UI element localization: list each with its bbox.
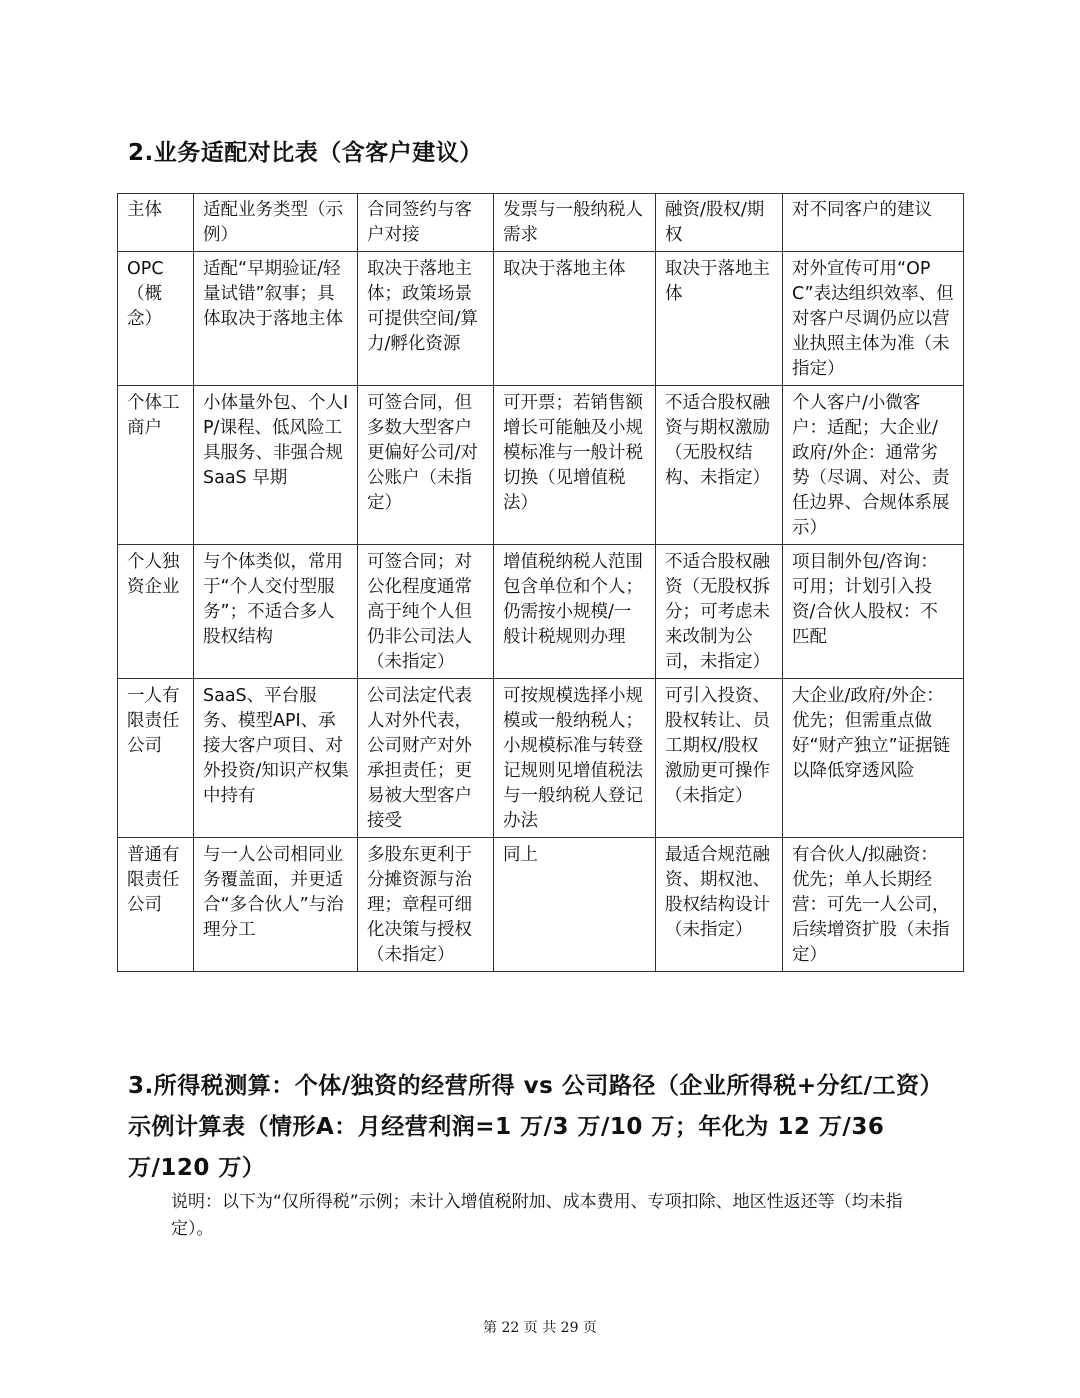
cell-business-type: 适配“早期验证/轻量试错”叙事；具体取决于落地主体 <box>194 252 358 386</box>
cell-financing: 不适合股权融资（无股权拆分；可考虑未来改制为公司，未指定） <box>656 545 783 679</box>
table-row <box>118 252 964 386</box>
cell-entity: OPC（概念） <box>118 252 194 386</box>
cell-invoice: 取决于落地主体 <box>494 252 656 386</box>
business-comparison-table <box>117 193 964 972</box>
table-row <box>118 838 964 972</box>
cell-advice: 个人客户/小微客户：适配；大企业/政府/外企：通常劣势（尽调、对公、责任边界、合规体系展示） <box>783 386 964 545</box>
header-cell-invoice: 发票与一般纳税人需求 <box>494 194 656 252</box>
section-3-title: 3.所得税测算：个体/独资的经营所得 vs 公司路径（企业所得税+分红/工资）示例计算表（情形A：月经营利润=1 万/3 万/10 万；年化为 12 万/36 万/120 万） <box>128 1073 944 1181</box>
cell-advice: 有合伙人/拟融资：优先；单人长期经营：可先一人公司，后续增资扩股（未指定） <box>783 838 964 972</box>
page-footer: 第 22 页 共 29 页 <box>483 1320 597 1336</box>
cell-business-type: 与一人公司相同业务覆盖面，并更适合“多合伙人”与治理分工 <box>194 838 358 972</box>
cell-entity: 个体工商户 <box>118 386 194 545</box>
cell-invoice: 可按规模选择小规模或一般纳税人；小规模标准与转登记规则见增值税法与一般纳税人登记办法 <box>494 679 656 838</box>
cell-contract: 取决于落地主体；政策场景可提供空间/算力/孵化资源 <box>358 252 494 386</box>
header-cell-advice: 对不同客户的建议 <box>783 194 964 252</box>
header-cell-entity: 主体 <box>118 194 194 252</box>
cell-contract: 可签合同；对公化程度通常高于纯个人但仍非公司法人（未指定） <box>358 545 494 679</box>
cell-financing: 不适合股权融资与期权激励（无股权结构、未指定） <box>656 386 783 545</box>
cell-financing: 取决于落地主体 <box>656 252 783 386</box>
cell-contract: 可签合同，但多数大型客户更偏好公司/对公账户（未指定） <box>358 386 494 545</box>
cell-financing: 最适合规范融资、期权池、股权结构设计（未指定） <box>656 838 783 972</box>
table-row <box>118 545 964 679</box>
cell-entity: 一人有限责任公司 <box>118 679 194 838</box>
cell-invoice: 同上 <box>494 838 656 972</box>
cell-business-type: SaaS、平台服务、模型API、承接大客户项目、对外投资/知识产权集中持有 <box>194 679 358 838</box>
cell-advice: 对外宣传可用“OPC”表达组织效率、但对客户尽调仍应以营业执照主体为准（未指定） <box>783 252 964 386</box>
header-cell-contract: 合同签约与客户对接 <box>358 194 494 252</box>
cell-advice: 大企业/政府/外企：优先；但需重点做好“财产独立”证据链以降低穿透风险 <box>783 679 964 838</box>
cell-business-type: 与个体类似，常用于“个人交付型服务”；不适合多人股权结构 <box>194 545 358 679</box>
table-row <box>118 386 964 545</box>
cell-entity: 普通有限责任公司 <box>118 838 194 972</box>
cell-invoice: 增值税纳税人范围包含单位和个人；仍需按小规模/一般计税规则办理 <box>494 545 656 679</box>
cell-business-type: 小体量外包、个人IP/课程、低风险工具服务、非强合规 SaaS 早期 <box>194 386 358 545</box>
header-cell-financing: 融资/股权/期权 <box>656 194 783 252</box>
cell-contract: 多股东更利于分摊资源与治理；章程可细化决策与授权（未指定） <box>358 838 494 972</box>
cell-contract: 公司法定代表人对外代表，公司财产对外承担责任；更易被大型客户接受 <box>358 679 494 838</box>
section-2-title: 2.业务适配对比表（含客户建议） <box>128 140 483 166</box>
cell-financing: 可引入投资、股权转让、员工期权/股权激励更可操作（未指定） <box>656 679 783 838</box>
section-3-note: 说明：以下为“仅所得税”示例；未计入增值税附加、成本费用、专项扣除、地区性返还等（均未指定）。 <box>171 1192 903 1239</box>
table-header-row <box>118 194 964 252</box>
table-row <box>118 679 964 838</box>
cell-advice: 项目制外包/咨询：可用；计划引入投资/合伙人股权：不匹配 <box>783 545 964 679</box>
cell-entity: 个人独资企业 <box>118 545 194 679</box>
header-cell-business-type: 适配业务类型（示例） <box>194 194 358 252</box>
cell-invoice: 可开票；若销售额增长可能触及小规模标准与一般计税切换（见增值税法） <box>494 386 656 545</box>
